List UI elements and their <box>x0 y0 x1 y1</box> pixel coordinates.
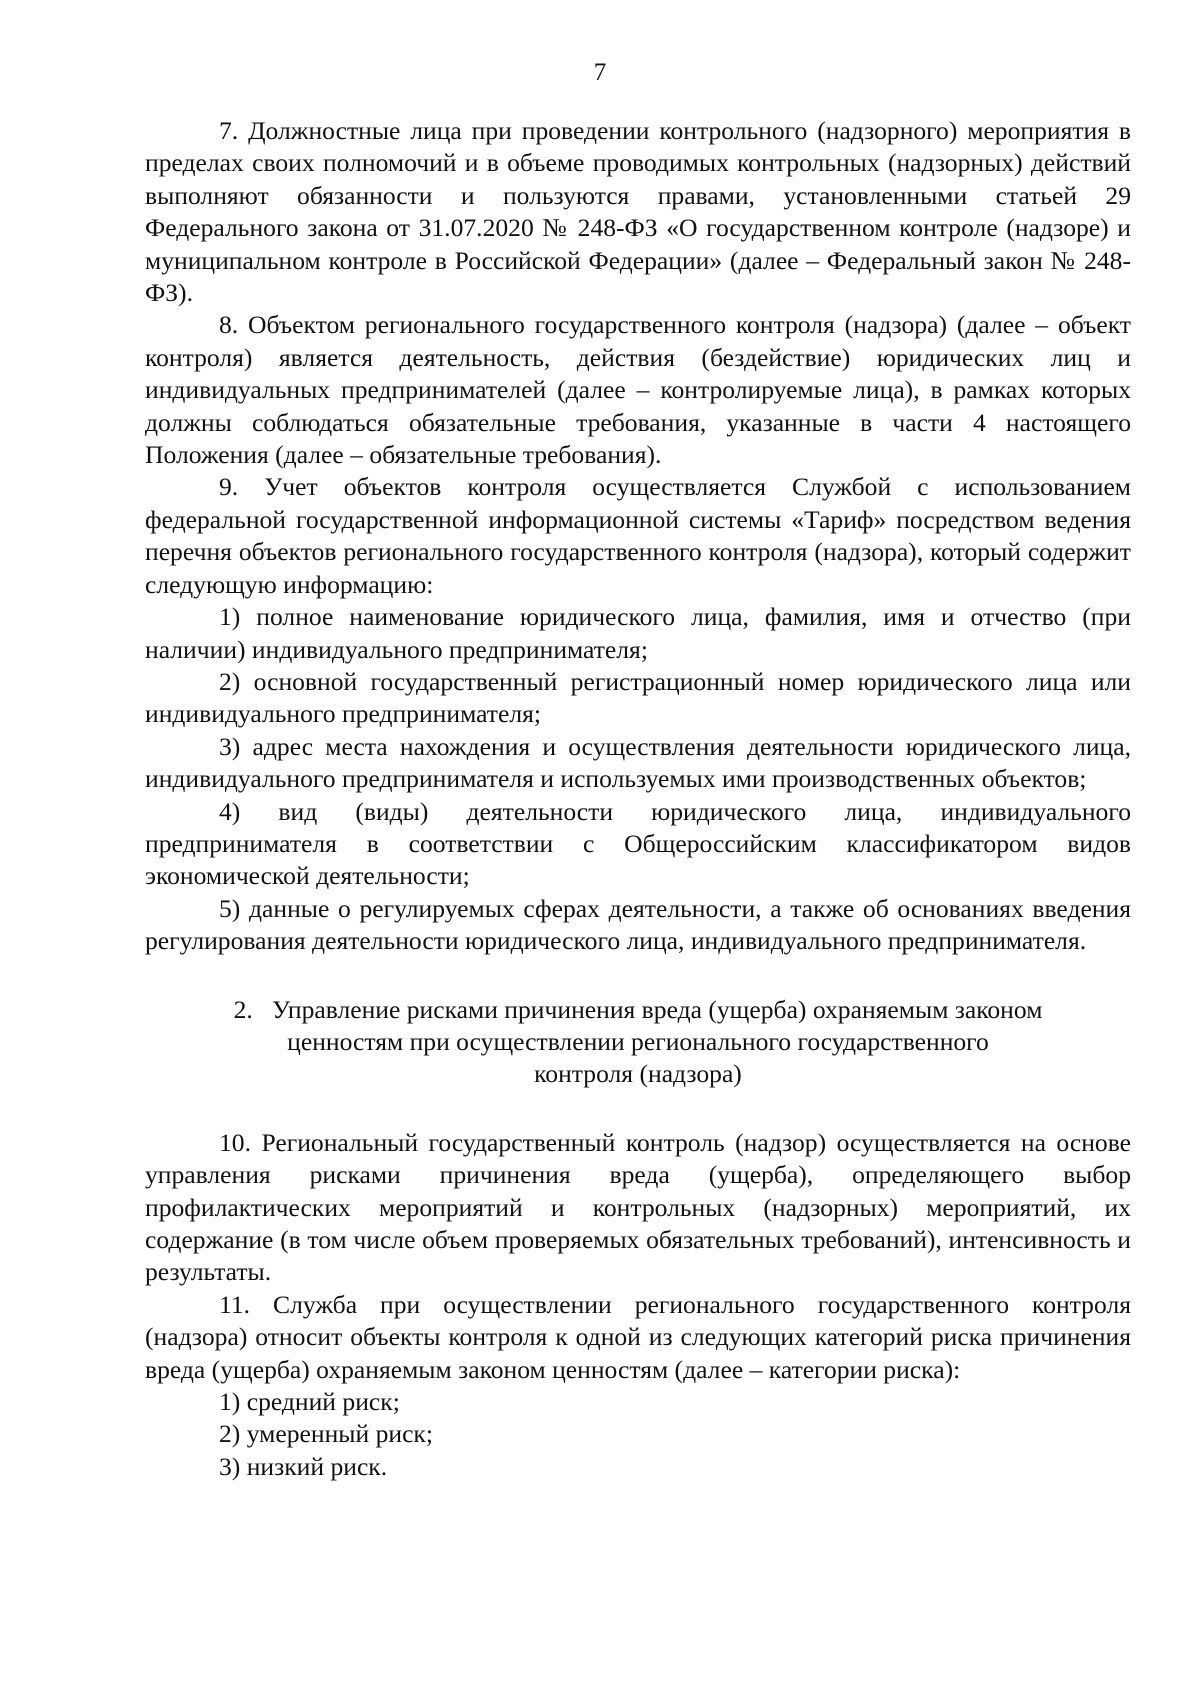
section-heading-line-2: ценностям при осуществлении регионального государственного <box>287 1026 989 1056</box>
paragraph-11: 11. Служба при осуществлении регионального государственного контроля (надзора) относит объекты контроля к одной из следующих категорий риска причинения вреда (ущерба) охраняемым законом ценностям (далее – категории риска): <box>145 1289 1131 1384</box>
paragraph-7: 7. Должностные лица при проведении контрольного (надзорного) мероприятия в пределах своих полномочий и в объеме проводимых контрольных (надзорных) действий выполняют обязанности и пользуются правами, установленными статьей 29 Федерального закона от 31.07.2020 № 248-ФЗ «О государственном контроле (надзоре) и муниципальном контроле в Российской Федерации» (далее – Федеральный закон № 248-ФЗ). <box>145 116 1131 308</box>
paragraph-9: 9. Учет объектов контроля осуществляется Службой с использованием федеральной государственной информационной системы «Тариф» посредством ведения перечня объектов регионального государственного контроля (надзора), который содержит следующую информацию: <box>145 472 1131 599</box>
list-item-11-3: 3) низкий риск. <box>219 1451 388 1481</box>
list-item-11-2: 2) умеренный риск; <box>219 1419 433 1449</box>
paragraph-10: 10. Региональный государственный контроль (надзор) осуществляется на основе управления рисками причинения вреда (ущерба), определяющего выбор профилактических мероприятий и контрольных (надзорных) мероприятий, их содержание (в том числе объем проверяемых обязательных требований), интенсивность и результаты. <box>145 1127 1131 1287</box>
list-item-9-5: 5) данные о регулируемых сферах деятельности, а также об основаниях введения регулирования деятельности юридического лица, индивидуального предпринимателя. <box>145 893 1131 956</box>
list-item-9-4: 4) вид (виды) деятельности юридического лица, индивидуального предпринимателя в соответствии с Общероссийским классификатором видов экономической деятельности; <box>145 796 1131 891</box>
list-item-9-2: 2) основной государственный регистрационный номер юридического лица или индивидуального предпринимателя; <box>145 666 1131 729</box>
list-item-9-3: 3) адрес места нахождения и осуществления деятельности юридического лица, индивидуального предпринимателя и используемых ими производственных объектов; <box>145 731 1131 794</box>
page-number: 7 <box>593 59 607 86</box>
document-body <box>145 115 1131 1483</box>
list-item-9-1: 1) полное наименование юридического лица, фамилия, имя и отчество (при наличии) индивидуального предпринимателя; <box>145 602 1131 664</box>
section-heading <box>145 994 1131 1091</box>
section-heading-line-3: контроля (надзора) <box>534 1059 742 1089</box>
paragraph-8: 8. Объектом регионального государственного контроля (надзора) (далее – объект контроля) является деятельность, действия (бездействие) юридических лиц и индивидуальных предпринимателей (далее – контролируемые лица), в рамках которых должны соблюдаться обязательные требования, указанные в части 4 настоящего Положения (далее – обязательные требования). <box>145 310 1131 470</box>
list-item-11-1: 1) средний риск; <box>219 1387 400 1417</box>
section-heading-line-1: 2. Управление рисками причинения вреда (ущерба) охраняемым законом <box>233 994 1043 1024</box>
